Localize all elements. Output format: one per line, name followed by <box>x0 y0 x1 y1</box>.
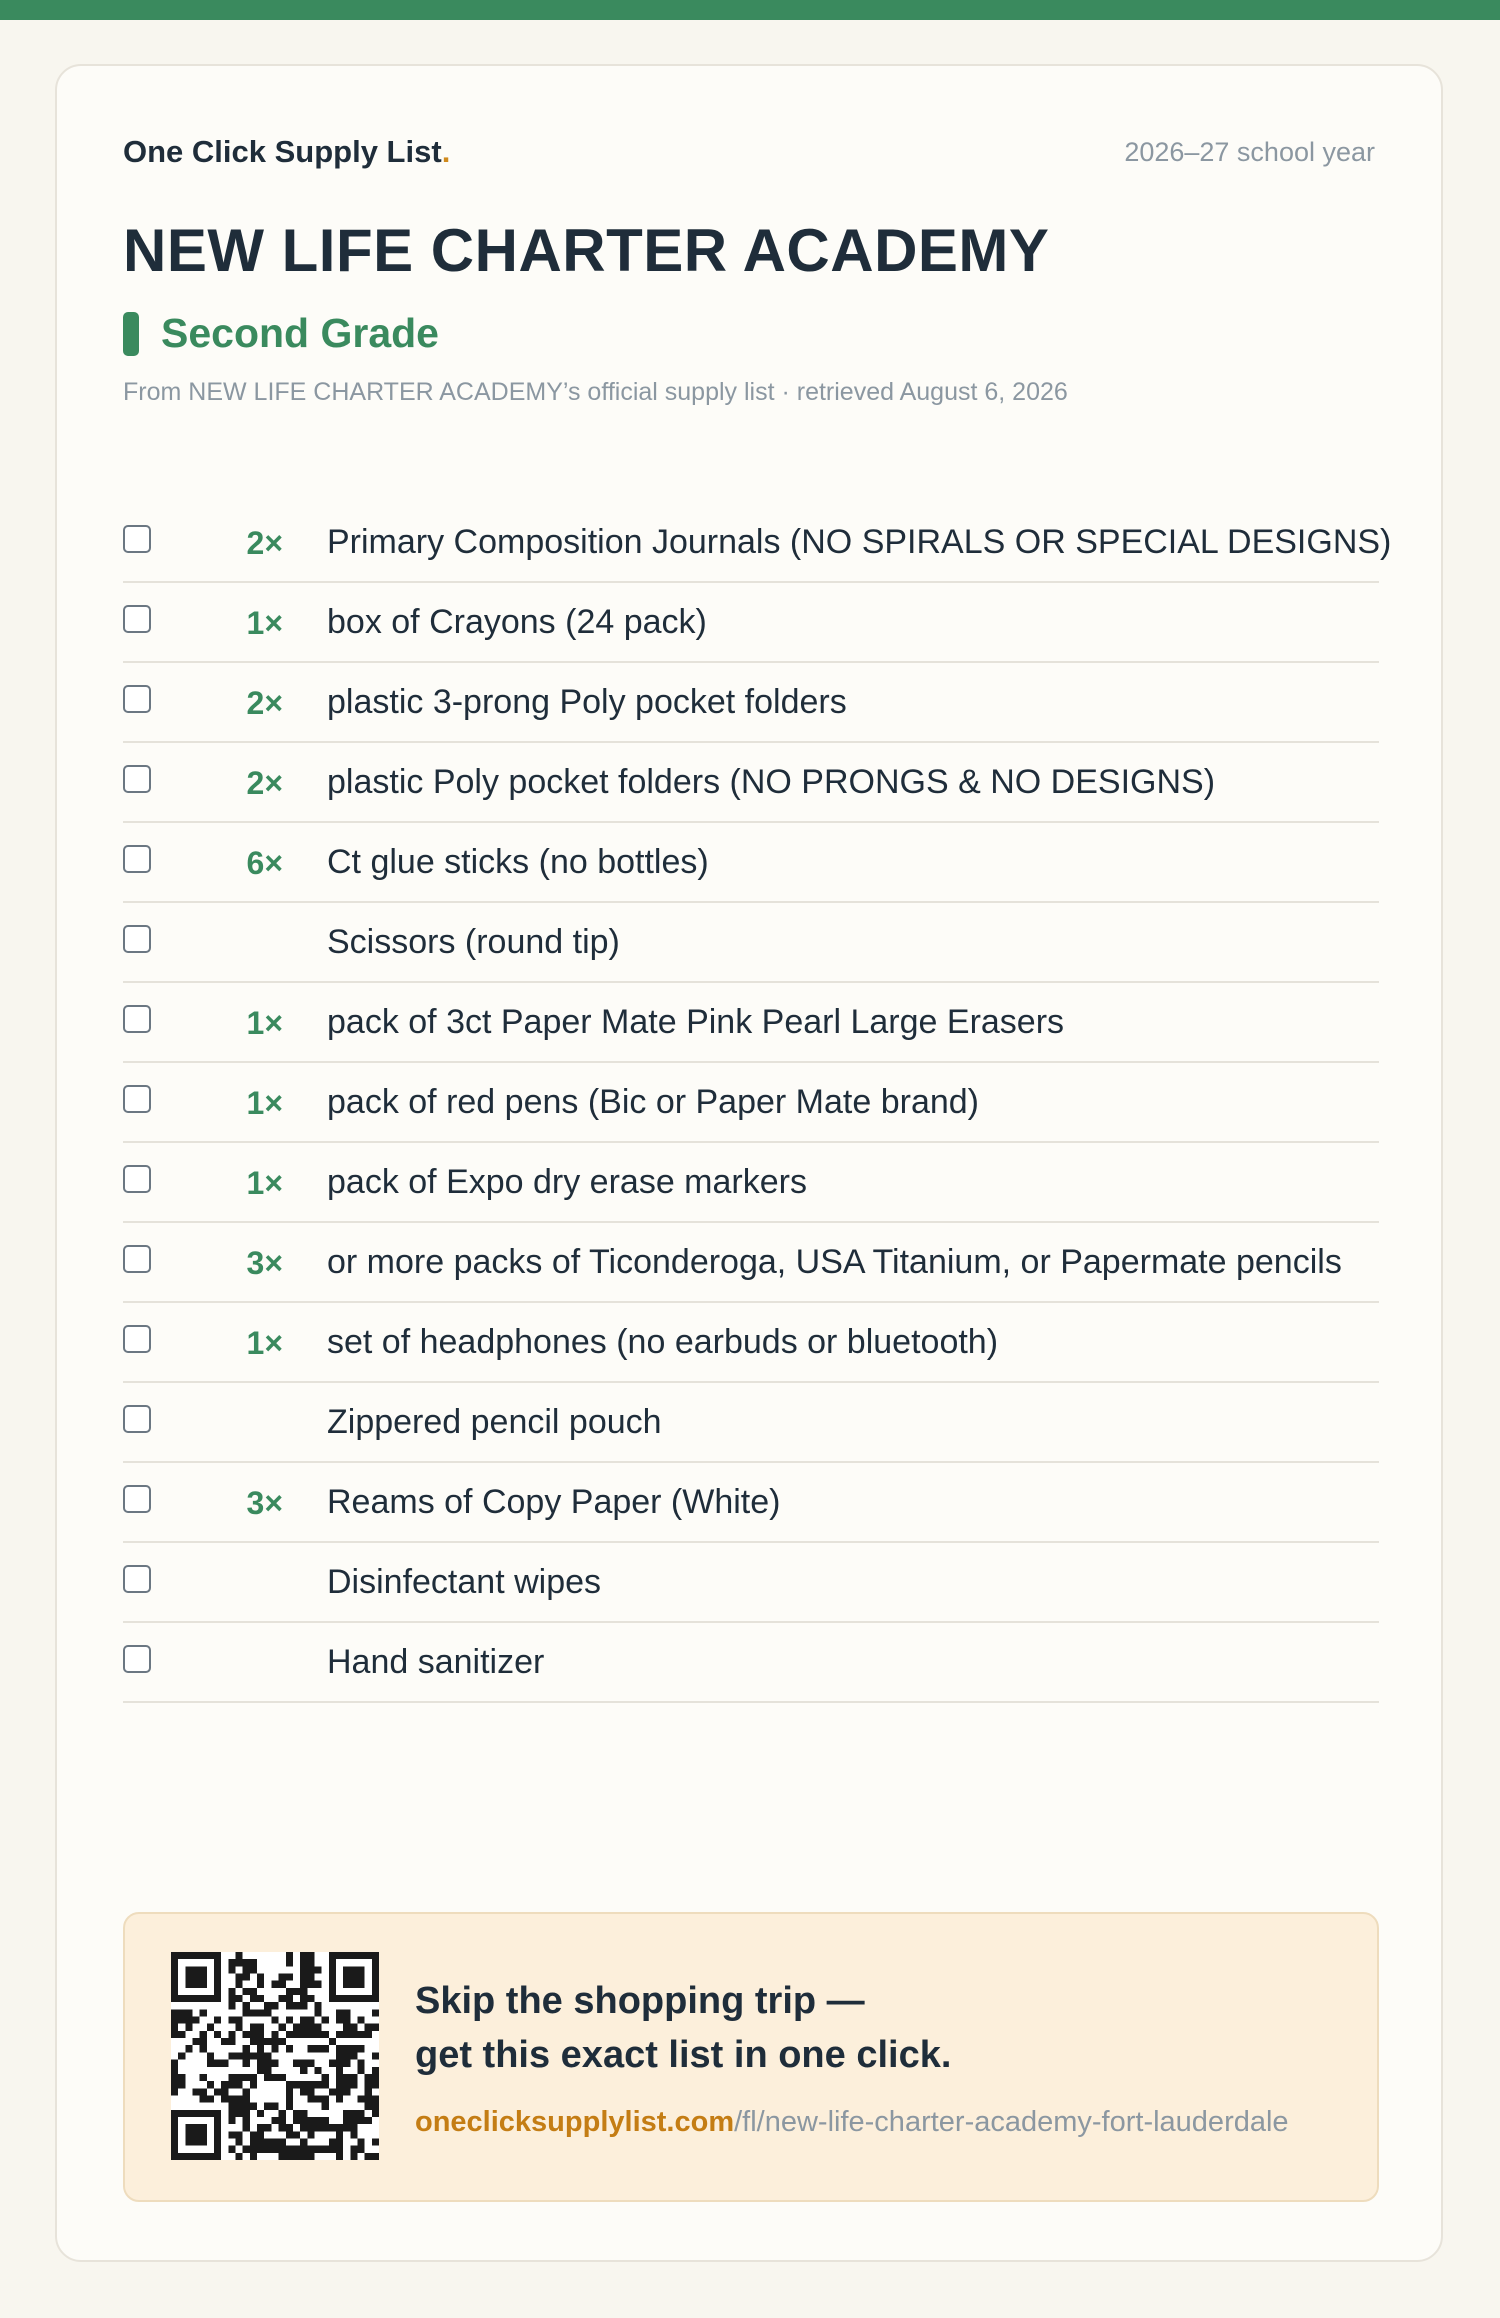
item-checkbox[interactable] <box>123 1165 151 1193</box>
item-label: Primary Composition Journals (NO SPIRALS OR SPECIAL DESIGNS) <box>327 523 1392 561</box>
promo-url-path: /fl/new-life-charter-academy-fort-lauderdale <box>734 2106 1289 2138</box>
school-name: NEW LIFE CHARTER ACADEMY <box>123 217 1050 284</box>
promo-url-domain: oneclicksupplylist.com <box>415 2106 735 2138</box>
supply-item[interactable] <box>123 1063 1379 1143</box>
item-label: set of headphones (no earbuds or bluetooth) <box>327 1323 999 1361</box>
brand-name: One Click Supply List <box>123 134 442 169</box>
brand-logo <box>123 134 450 170</box>
item-label: Zippered pencil pouch <box>327 1403 662 1441</box>
item-checkbox[interactable] <box>123 1405 151 1433</box>
item-quantity: 3× <box>246 1245 283 1281</box>
item-checkbox[interactable] <box>123 1565 151 1593</box>
item-quantity: 1× <box>246 1005 283 1041</box>
supply-item[interactable] <box>123 823 1379 903</box>
supply-item[interactable] <box>123 1383 1379 1463</box>
card-header <box>123 134 1375 170</box>
item-label: pack of Expo dry erase markers <box>327 1163 807 1201</box>
item-quantity: 6× <box>246 845 283 881</box>
source-note: From NEW LIFE CHARTER ACADEMY’s official supply list · retrieved August 6, 2026 <box>123 378 1068 406</box>
supply-item[interactable] <box>123 1223 1379 1303</box>
supply-item[interactable] <box>123 1143 1379 1223</box>
item-quantity: 1× <box>246 605 283 641</box>
item-label: Disinfectant wipes <box>327 1563 602 1601</box>
promo-link[interactable] <box>415 2106 1289 2139</box>
supply-item[interactable] <box>123 1303 1379 1383</box>
supply-item[interactable] <box>123 1623 1379 1703</box>
promo-box <box>123 1912 1379 2202</box>
item-checkbox[interactable] <box>123 1245 151 1273</box>
qr-code[interactable] <box>171 1952 379 2160</box>
supply-item[interactable] <box>123 743 1379 823</box>
brand-dot: . <box>441 134 451 169</box>
item-checkbox[interactable] <box>123 1085 151 1113</box>
item-label: box of Crayons (24 pack) <box>327 603 707 641</box>
school-year: 2026–27 school year <box>1124 136 1375 167</box>
item-checkbox[interactable] <box>123 685 151 713</box>
item-checkbox[interactable] <box>123 925 151 953</box>
supply-item[interactable] <box>123 663 1379 743</box>
item-quantity: 2× <box>246 525 283 561</box>
top-accent-bar <box>0 0 1500 20</box>
item-checkbox[interactable] <box>123 845 151 873</box>
promo-headline-1: Skip the shopping trip — <box>415 1980 865 2022</box>
item-checkbox[interactable] <box>123 1005 151 1033</box>
item-checkbox[interactable] <box>123 525 151 553</box>
item-label: Ct glue sticks (no bottles) <box>327 843 709 881</box>
promo-headline-2: get this exact list in one click. <box>415 2034 952 2076</box>
item-label: Hand sanitizer <box>327 1643 545 1681</box>
item-label: pack of red pens (Bic or Paper Mate brand) <box>327 1083 979 1121</box>
item-label: plastic 3-prong Poly pocket folders <box>327 683 847 721</box>
item-checkbox[interactable] <box>123 1645 151 1673</box>
item-checkbox[interactable] <box>123 605 151 633</box>
item-label: Scissors (round tip) <box>327 923 620 961</box>
supply-list-card <box>55 64 1443 2262</box>
item-quantity: 2× <box>246 685 283 721</box>
item-checkbox[interactable] <box>123 765 151 793</box>
supply-item[interactable] <box>123 983 1379 1063</box>
item-checkbox[interactable] <box>123 1325 151 1353</box>
item-label: or more packs of Ticonderoga, USA Titanium, or Papermate pencils <box>327 1243 1342 1281</box>
grade-label: Second Grade <box>161 310 439 356</box>
supply-item[interactable] <box>123 1463 1379 1543</box>
supply-item[interactable] <box>123 903 1379 983</box>
item-quantity: 1× <box>246 1325 283 1361</box>
item-label: Reams of Copy Paper (White) <box>327 1483 781 1521</box>
supply-item[interactable] <box>123 1543 1379 1623</box>
supply-list <box>123 503 1392 1703</box>
item-quantity: 1× <box>246 1085 283 1121</box>
item-label: plastic Poly pocket folders (NO PRONGS & NO DESIGNS) <box>327 763 1216 801</box>
supply-item[interactable] <box>123 503 1392 583</box>
item-checkbox[interactable] <box>123 1485 151 1513</box>
grade-marker <box>123 312 139 356</box>
item-quantity: 1× <box>246 1165 283 1201</box>
grade-heading <box>123 310 439 357</box>
item-quantity: 2× <box>246 765 283 801</box>
item-quantity: 3× <box>246 1485 283 1521</box>
item-label: pack of 3ct Paper Mate Pink Pearl Large Erasers <box>327 1003 1065 1041</box>
supply-item[interactable] <box>123 583 1379 663</box>
